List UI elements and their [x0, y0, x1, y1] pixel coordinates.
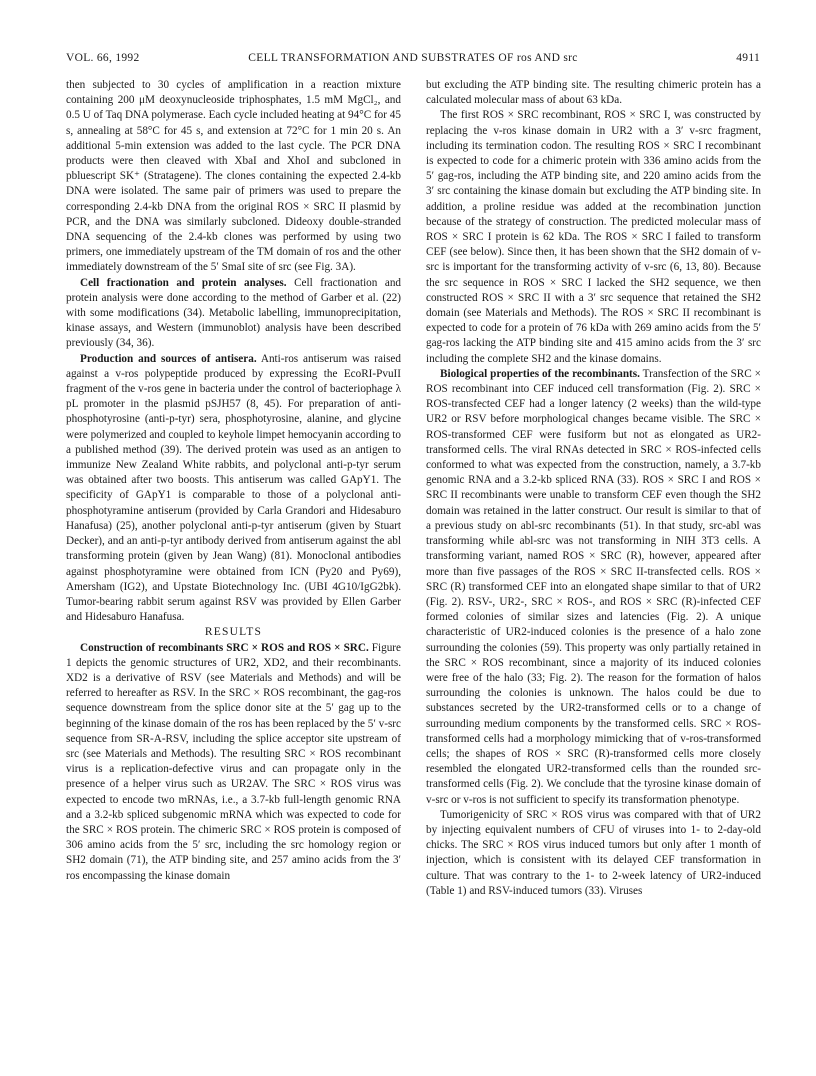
- paragraph-body: Figure 1 depicts the genomic structures of UR2, XD2, and their recombinants. XD2 is a derivative of RSV (see Materials and Methods) and will be referred to hereafter as RSV. In the SRC × ROS recombinant, the gag-ros sequence downstream from the splice donor site at the 5′ gag up to the beginning of the kinase domain of the ros has been replaced by the 5′ v-src sequence from SR-A-RSV, including the splice acceptor site upstream of src (see Materials and Methods). The resulting SRC × ROS recombinant virus is a replication-defective virus and can propagate only in the presence of a helper virus such as UR2AV. The SRC × ROS virus was expected to encode two mRNAs, i.e., a 3.7-kb full-length genomic RNA and a 3.2-kb spliced subgenomic mRNA which was expected to code for the SRC × ROS protein. The chimeric SRC × ROS protein is composed of 306 amino acids from the 5′ src, including the src homology region or SH2 domain (71), the ATP binding site, and 257 amino acids from the 3′ ros encompassing the kinase domain: [66, 641, 401, 882]
- right-column: [426, 78, 761, 899]
- run-in-heading: Construction of recombinants SRC × ROS and ROS × SRC.: [80, 641, 369, 654]
- running-header: [66, 52, 760, 68]
- section-title-results: RESULTS: [204, 626, 263, 639]
- paragraph-ros-src-construction: The first ROS × SRC recombinant, ROS × SRC I, was constructed by replacing the v-ros kinase domain in UR2 with a 3′ v-src fragment, including its termination codon. The resulting ROS × SRC I recombinant is expected to code for a chimeric protein with 336 amino acids from the 5′ gag-ros, including the ATP binding site, and 220 amino acids from the 3′ src containing the kinase domain but excluding the ATP binding site. In addition, a proline residue was added at the recombination junction because of the strategy of construction. The predicted molecular mass of ROS × SRC I protein is 62 kDa. The ROS × SRC I failed to transform CEF (see below). Since then, it has been shown that the SH2 domain of v-src is important for the transforming activity of v-src (6, 13, 80). Because the src sequence in ROS × SRC I lacked the SH2 sequence, we then constructed ROS × SRC II with a 3′ src sequence that retained the SH2 domain (see Materials and Methods). The ROS × SRC II recombinant is expected to code for a protein of 76 kDa with 269 amino acids from the 5′ gag-ros lacking the ATP binding site and 415 amino acids from the 3′ src including the complete SH2 and the kinase domains.: [426, 109, 761, 365]
- left-column: [66, 78, 401, 884]
- run-in-heading: Biological properties of the recombinants.: [440, 367, 640, 380]
- run-in-heading: Production and sources of antisera.: [80, 352, 257, 365]
- paragraph-antisera: [66, 352, 401, 626]
- paragraph-pcr-methods: then subjected to 30 cycles of amplification in a reaction mixture containing 200 μM deoxynucleoside triphosphates, 1.5 mM MgCl₂, and 0.5 U of Taq DNA polymerase. Each cycle included heating at 94°C for 45 s, annealing at 58°C for 45 s, and extension at 72°C for 1 min 20 s. An additional 5-min extension was added to the last cycle. The PCR DNA products were then cleaved with XbaI and XhoI and subcloned in pbluescript SK⁺ (Stratagene). The clones containing the expected 2.4-kb DNA were isolated. The same pair of primers was used to prepare the corresponding 2.4-kb DNA from the original ROS × SRC II plasmid by PCR, and the DNA was similarly subcloned. Dideoxy double-stranded DNA sequencing of the 2.4-kb clones was performed by using two primers, one immediately upstream of the TM domain of ros and the other immediately downstream of the 5′ SmaI site of src (see Fig. 3A).: [66, 79, 401, 274]
- journal-volume: VOL. 66, 1992: [66, 52, 140, 64]
- running-title: CELL TRANSFORMATION AND SUBSTRATES OF ros AND src: [248, 52, 578, 64]
- paragraph-construction: [66, 641, 401, 884]
- paragraph-body: Cell fractionation and protein analysis were done according to the method of Garber et al. (22) with some modifications (34). Metabolic labelling, immunoprecipitation, kinase assays, and Western (immunoblot) analysis have been described previously (34, 36).: [66, 276, 402, 350]
- run-in-heading: Cell fractionation and protein analyses.: [80, 276, 287, 289]
- paragraph-body: Anti-ros antiserum was raised against a v-ros polypeptide produced by expressing the EcoRI-PvuII fragment of the v-ros gene in bacteria under the control of bacteriophage λ pL promoter in the plasmid pSJH57 (8, 45). For preparation of anti-phosphotyrosine (anti-p-tyr) sera, phosphotyrosine, alanine, and glycine were polymerized and coupled to keyhole limpet hemocyanin according to a published method (39). The derived protein was used as an antigen to immunize New Zealand White rabbits, and polyclonal anti-p-tyr serum was obtained after two boosts. This antiserum was called GApY1. The specificity of GApY1 is comparable to those of a polyclonal anti-phosphotyramine antiserum (provided by Carla Grandori and Hidesaburo Hanafusa) (25), another polyclonal anti-p-tyr antiserum (given by Stuart Decker), and an anti-p-tyr antibody derived from antiserum against the abl transforming protein (given by Jean Wang) (81). Monoclonal antibodies against phosphotyramine were obtained from ICN (Py20 and Py69), Amersham (IG2), and Upstate Biotechnology Inc. (UBI 4G10/IgG2bk). Tumor-bearing rabbit serum against RSV was provided by Ellen Garber and Hidesaburo Hanafusa.: [66, 352, 401, 624]
- paragraph-continued: but excluding the ATP binding site. The resulting chimeric protein has a calculated molecular mass of about 63 kDa.: [426, 79, 761, 107]
- paragraph-cell-fractionation: [66, 276, 401, 352]
- paragraph-biological-properties: [426, 367, 761, 808]
- page-number: 4911: [736, 52, 760, 64]
- paragraph-body: Transfection of the SRC × ROS recombinant into CEF induced cell transformation (Fig. 2). SRC × ROS-transfected CEF had a longer latency (2 weeks) than the wild-type UR2 or RSV before morphological changes became visible. The SRC × ROS-transformed CEF were fusiform but not as elongated as UR2-transformed cells. The viral RNAs detected in SRC × ROS-infected cells conformed to what was expected from the construction, namely, a 3.7-kb genomic RNA and a 3.2-kb spliced RNA (33). ROS × SRC I and ROS × SRC II recombinants were unable to transform CEF even though the SH2 domain was retained in the latter construct. Our result is similar to that of a previous study on abl-src recombinants (51). In that study, src-abl was transforming while abl-src was not transforming in NIH 3T3 cells. A transforming variant, named ROS × SRC (R), however, appeared after more than five passages of the ROS × SRC II-transfected cells. ROS × SRC (R) transformed CEF into an elongated shape similar to that of UR2 (Fig. 2). RSV-, UR2-, SRC × ROS-, and ROS × SRC (R)-infected CEF formed colonies of similar sizes and latencies (Fig. 2). A unique characteristic of UR2-induced colonies is the presence of a halo zone surrounding the colonies (59). This property was only partially retained in the SRC × ROS recombinant, since a majority of its induced colonies were free of the halo (33; Fig. 2). The reason for the formation of halos surrounding the colonies is unknown. The halos could be due to substances secreted by the UR2-transformed cells or to a change of surrounding medium components by the transformed cells. SRC × ROS-transformed cells had a morphology mimicking that of v-ros-transformed cells; the shapes of ROS × SRC (R)-transformed cells more closely resembled the elongated UR2-transformed cells than the rounded src-transformed cells (Fig. 2). We conclude that the tyrosine kinase domain of v-src or v-ros is not sufficient to specify its transformation phenotype.: [426, 367, 761, 806]
- paragraph-tumorigenicity: Tumorigenicity of SRC × ROS virus was compared with that of UR2 by injecting equivalent numbers of CFU of viruses into 1- to 2-day-old chicks. The SRC × ROS virus induced tumors but only after 1 month of injection, which is consistent with its delayed CEF transformation in culture. That was contrary to the 1- to 2-week latency of UR2-induced (Table 1) and RSV-induced tumors (33). Viruses: [426, 808, 761, 897]
